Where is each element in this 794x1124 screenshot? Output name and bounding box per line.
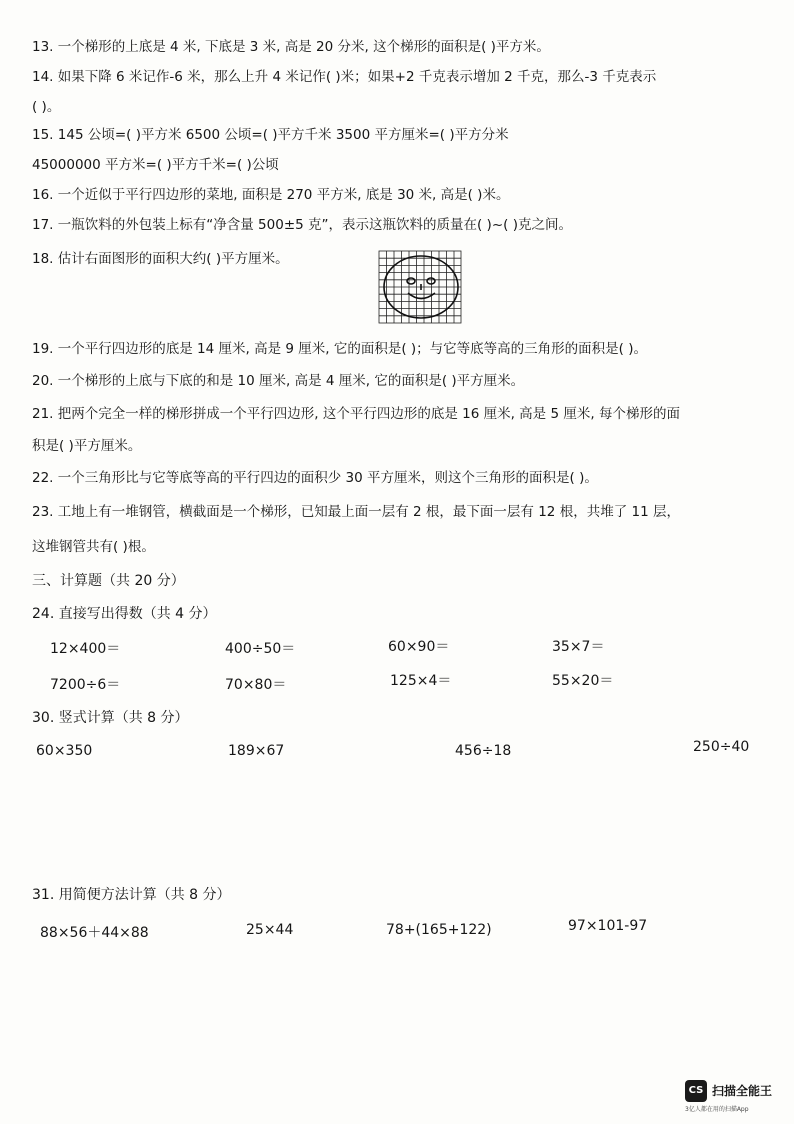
vertical-calc-item: 60×350 <box>36 743 93 759</box>
question-15-line2: 45000000 平方米=( )平方千米=( )公顷 <box>32 157 279 173</box>
question-23-line2: 这堆钢管共有( )根。 <box>32 539 155 555</box>
question-31-title: 31. 用简便方法计算（共 8 分） <box>32 887 231 903</box>
oral-calc-item: 60×90＝ <box>388 639 450 655</box>
scanner-tagline: 3亿人都在用的扫描App <box>685 1106 749 1113</box>
question-19: 19. 一个平行四边形的底是 14 厘米, 高是 9 厘米, 它的面积是( )；与它等底等高的三角形的面积是( )。 <box>32 341 648 357</box>
vertical-calc-item: 250÷40 <box>693 739 750 755</box>
scanner-logo-icon: CS <box>685 1080 707 1102</box>
oral-calc-item: 35×7＝ <box>552 639 605 655</box>
vertical-calc-item: 456÷18 <box>455 743 512 759</box>
question-13: 13. 一个梯形的上底是 4 米, 下底是 3 米, 高是 20 分米, 这个梯形的面积是( )平方米。 <box>32 39 550 55</box>
question-21-line2: 积是( )平方厘米。 <box>32 438 142 454</box>
oral-calc-item: 7200÷6＝ <box>50 677 121 693</box>
question-30-title: 30. 竖式计算（共 8 分） <box>32 710 189 726</box>
simple-calc-item: 88×56＋44×88 <box>40 925 149 941</box>
question-15-line1: 15. 145 公顷=( )平方米 6500 公顷=( )平方千米 3500 平方厘米=( )平方分米 <box>32 127 509 143</box>
simple-calc-item: 97×101-97 <box>568 918 648 934</box>
question-14-line1: 14. 如果下降 6 米记作-6 米，那么上升 4 米记作( )米；如果+2 千克表示增加 2 千克，那么-3 千克表示 <box>32 69 657 85</box>
section-3-title: 三、计算题（共 20 分） <box>32 573 185 589</box>
oral-calc-item: 55×20＝ <box>552 673 614 689</box>
question-14-line2: ( )。 <box>32 99 61 115</box>
oral-calc-item: 125×4＝ <box>390 673 452 689</box>
scanner-app-name: 扫描全能王 <box>712 1084 773 1098</box>
oral-calc-item: 400÷50＝ <box>225 641 296 657</box>
question-21-line1: 21. 把两个完全一样的梯形拼成一个平行四边形, 这个平行四边形的底是 16 厘米, 高是 5 厘米, 每个梯形的面 <box>32 406 680 422</box>
question-24-title: 24. 直接写出得数（共 4 分） <box>32 606 217 622</box>
simple-calc-item: 78+(165+122) <box>386 922 492 938</box>
oral-calc-item: 70×80＝ <box>225 677 287 693</box>
grid-face-figure <box>378 250 462 324</box>
question-20: 20. 一个梯形的上底与下底的和是 10 厘米, 高是 4 厘米, 它的面积是( )平方厘米。 <box>32 373 525 389</box>
question-23-line1: 23. 工地上有一堆钢管，横截面是一个梯形，已知最上面一层有 2 根，最下面一层有 12 根，共堆了 11 层， <box>32 504 680 520</box>
scanner-watermark <box>685 1080 789 1114</box>
question-22: 22. 一个三角形比与它等底等高的平行四边的面积少 30 平方厘米，则这个三角形的面积是( )。 <box>32 470 598 486</box>
vertical-calc-item: 189×67 <box>228 743 285 759</box>
simple-calc-item: 25×44 <box>246 922 294 938</box>
oral-calc-item: 12×400＝ <box>50 641 121 657</box>
question-18: 18. 估计右面图形的面积大约( )平方厘米。 <box>32 251 289 267</box>
question-17: 17. 一瓶饮料的外包装上标有“净含量 500±5 克”，表示这瓶饮料的质量在( )~( )克之间。 <box>32 217 572 233</box>
question-16: 16. 一个近似于平行四边形的菜地, 面积是 270 平方米, 底是 30 米, 高是( )米。 <box>32 187 510 203</box>
